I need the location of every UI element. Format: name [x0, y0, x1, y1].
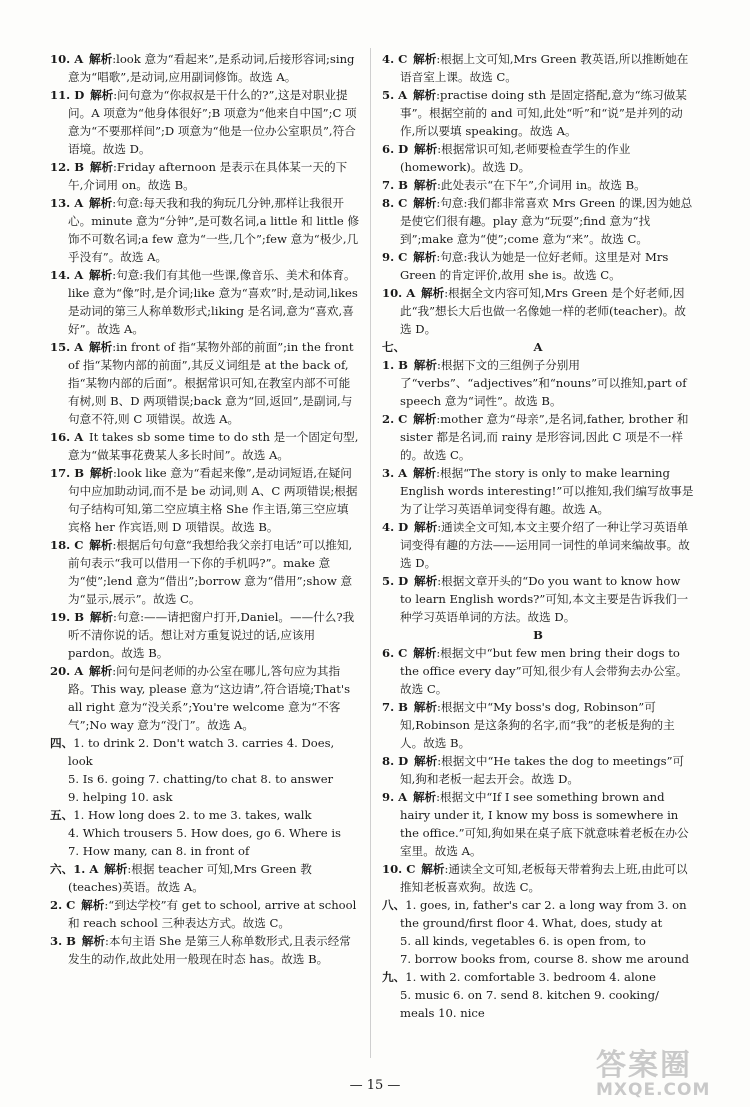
section-8-line-1: 1. goes, in, father's car 2. a long way from 3. on	[405, 898, 687, 912]
analysis-text: :根据 teacher 可知,Mrs Green 教(teaches)英语。故选 A。	[68, 862, 312, 894]
analysis-text: :句意:——请把窗户打开,Daniel。——什么?我听不清你说的话。想让对方重复说过的话,应该用 pardon。故选 B。	[68, 610, 355, 660]
section-4	[50, 734, 360, 806]
section-8-title: 八、	[382, 898, 406, 912]
answer-entry	[382, 788, 694, 860]
answer-number: 5. A	[382, 88, 408, 102]
left-column	[50, 50, 360, 968]
analysis-text: :根据文中“but few men bring their dogs to the office every day”可知,很少有人会带狗去办公室。故选 C。	[400, 646, 688, 696]
analysis-label: 解析	[89, 340, 113, 354]
section-9-title: 九、	[382, 970, 406, 984]
answer-number: 10. C	[382, 862, 416, 876]
answer-entry	[50, 608, 360, 662]
section-8-line-3: 5. all kinds, vegetables 6. is open from, to	[400, 934, 646, 948]
section-5-line-1: 1. How long does 2. to me 3. takes, walk	[73, 808, 312, 822]
answer-number: 3. B	[50, 934, 76, 948]
answer-entry	[382, 248, 694, 284]
answer-entry	[50, 536, 360, 608]
answer-entry	[50, 860, 360, 896]
analysis-text: :问句是问老师的办公室在哪儿,答句应为其指路。This way, please 意为“这边请”,符合语境;That's all right 意为“没关系”;You're welcome 意为“不客气”;No way 意为“没门”。故选 A。	[68, 664, 351, 732]
answer-entry	[50, 86, 360, 158]
answer-number: 9. A	[382, 790, 408, 804]
analysis-label: 解析	[90, 88, 114, 102]
analysis-label: 解析	[89, 196, 113, 210]
answer-number: 8. D	[382, 754, 409, 768]
analysis-text: It takes sb some time to do sth 是一个固定句型,意为“做某事花费某人多长时间”。故选 A。	[68, 430, 359, 462]
answer-number: 1. B	[382, 358, 408, 372]
answer-entry	[382, 752, 694, 788]
analysis-text: :通读全文可知,本文主要介绍了一种让学习英语单词变得有趣的方法——运用同一词性的单词来编故事。故选 D。	[400, 520, 690, 570]
answer-number: 6. D	[382, 142, 409, 156]
section-4-title: 四、	[50, 736, 74, 750]
answer-number: 1. A	[73, 862, 99, 876]
answer-entry	[50, 662, 360, 734]
section-8-line-4: 7. borrow books from, course 8. show me around	[400, 952, 690, 966]
answer-entry	[382, 176, 694, 194]
analysis-text: :问句意为“你叔叔是干什么的?”,这是对职业提问。A 项意为“他身体很好”;B 项意为“他来自中国”;C 项意为“不要那样间”;D 项意为“他是一位办公室职员”,符合语境。故选 D。	[68, 88, 357, 156]
analysis-label: 解析	[89, 268, 113, 282]
answer-number: 15. A	[50, 340, 84, 354]
answer-entry	[382, 518, 694, 572]
answer-entry	[382, 86, 694, 140]
answer-entry	[382, 194, 694, 248]
section-7	[382, 338, 694, 896]
analysis-label: 解析	[81, 934, 105, 948]
analysis-text: :根据下文的三组例子分别用了“verbs”、“adjectives”和“nouns”可以推知,part of speech 意为“词性”。故选 B。	[400, 358, 687, 408]
right-entry-list	[382, 50, 694, 338]
analysis-label: 解析	[421, 286, 445, 300]
section-6	[50, 860, 360, 968]
analysis-text: :句意:我们都非常喜欢 Mrs Green 的课,因为她总是使它们很有趣。play 意为“玩耍”;find 意为“找到”;make 意为“使”;come 意为“来”。故选 C。	[400, 196, 693, 246]
section-4-line-3: 9. helping 10. ask	[68, 790, 173, 804]
analysis-label: 解析	[413, 178, 437, 192]
answer-entry	[382, 644, 694, 698]
analysis-label: 解析	[81, 898, 105, 912]
section-4-line-1: 1. to drink 2. Don't watch 3. carries 4. Does, look	[68, 736, 335, 768]
answer-number: 17. B	[50, 466, 85, 480]
section-5	[50, 806, 360, 860]
section-8-line-2: the ground/first floor 4. What, does, study at	[400, 916, 663, 930]
answer-number: 9. C	[382, 250, 408, 264]
answer-entry	[382, 284, 694, 338]
answer-number: 16. A	[50, 430, 84, 444]
section-7-b-head: B	[533, 628, 543, 642]
answer-entry	[50, 266, 360, 338]
watermark-top-text: 答案圈	[596, 1048, 692, 1083]
analysis-text: :in front of 指“某物外部的前面”;in the front of 指“某物内部的前面”,其反义词组是 at the back of,指“某物内部的后面”。根据常识可知,在教室内部不可能有树,则 B、D 两项错误;back 意为“回,返回”,是副词,与句意不符,则 C 项错误。故选 A。	[68, 340, 354, 426]
answer-entry	[382, 356, 694, 410]
analysis-text: :根据文章开头的“Do you want to know how to learn English words?”可知,本文主要是告诉我们一种学习英语单词的方法。故选 D。	[400, 574, 689, 624]
analysis-label: 解析	[412, 88, 437, 102]
right-column	[382, 50, 694, 1022]
analysis-label: 解析	[414, 520, 438, 534]
analysis-text: :根据“The story is only to make learning English words interesting!”可以推知,我们编写故事是为了让学习英语单词变得有趣。故选 A。	[400, 466, 694, 516]
answer-entry	[50, 338, 360, 428]
analysis-label: 解析	[414, 574, 438, 588]
answer-number: 12. B	[50, 160, 85, 174]
answer-entry	[50, 896, 360, 932]
answer-number: 7. B	[382, 700, 408, 714]
analysis-text: :根据文中“He takes the dog to meetings”可知,狗和老板一起去开会。故选 D。	[400, 754, 685, 786]
answer-entry	[382, 50, 694, 86]
answer-number: 5. D	[382, 574, 409, 588]
analysis-label: 解析	[104, 862, 128, 876]
analysis-text: :根据后句句意“我想给我父亲打电话”可以推知,前句表示“我可以借用一下你的手机吗?”。make 意为“使”;lend 意为“借出”;borrow 意为“借用”;show 意为“显示,展示”。故选 C。	[68, 538, 353, 606]
section-6-left-list	[50, 860, 360, 968]
analysis-text: :“到达学校”有 get to school, arrive at school 和 reach school 三种表达方式。故选 C。	[68, 898, 357, 930]
answer-entry	[50, 158, 360, 194]
answer-number: 2. C	[50, 898, 76, 912]
analysis-label: 解析	[413, 358, 437, 372]
answer-entry	[50, 428, 360, 464]
analysis-text: :根据上文可知,Mrs Green 教英语,所以推断她在语音室上课。故选 C。	[400, 52, 689, 84]
section-5-title: 五、	[50, 808, 74, 822]
analysis-label: 解析	[89, 664, 113, 678]
answer-number: 8. C	[382, 196, 408, 210]
analysis-text: :通读全文可知,老板每天带着狗去上班,由此可以推知老板喜欢狗。故选 C。	[400, 862, 688, 894]
analysis-text: :look like 意为“看起来像”,是动词短语,在疑问句中应加助动词,而不是 be 动词,则 A、C 两项错误;根据句子结构可知,第二空应填主格 She 作主语,第三空应填宾格 her 作宾语,则 D 项错误。故选 B。	[68, 466, 358, 534]
watermark-bottom-text: MXQE.COM	[596, 1080, 711, 1100]
analysis-text: :根据文中“If I see something brown and hairy under it, I know my boss is somewhere in the office.”可知,狗如果在桌子底下就意味着老板在办公室里。故选 A。	[400, 790, 689, 858]
analysis-text: :此处表示“在下午”,介词用 in。故选 B。	[436, 178, 646, 192]
analysis-label: 解析	[412, 466, 437, 480]
analysis-label: 解析	[89, 466, 114, 480]
answer-entry	[50, 50, 360, 86]
analysis-text: :Friday afternoon 是表示在具体某一天的下午,介词用 on。故选 B。	[68, 160, 348, 192]
answer-number: 10. A	[382, 286, 416, 300]
section-9-line-1: 1. with 2. comfortable 3. bedroom 4. alone	[405, 970, 656, 984]
answer-number: 14. A	[50, 268, 84, 282]
answer-number: 2. C	[382, 412, 408, 426]
section-9	[382, 968, 694, 1022]
left-entry-list	[50, 50, 360, 734]
analysis-label: 解析	[413, 412, 437, 426]
analysis-label: 解析	[413, 700, 437, 714]
analysis-label: 解析	[421, 862, 445, 876]
answer-number: 20. A	[50, 664, 84, 678]
analysis-text: :根据文中“My boss's dog, Robinson”可知,Robinson 是这条狗的名字,而“我”的老板是狗的主人。故选 B。	[400, 700, 675, 750]
answer-number: 6. C	[382, 646, 408, 660]
answer-entry	[382, 572, 694, 626]
column-divider	[370, 48, 371, 1058]
section-9-line-2: 5. music 6. on 7. send 8. kitchen 9. cooking/	[400, 988, 659, 1002]
answer-entry	[50, 464, 360, 536]
page-number: — 15 —	[349, 1078, 401, 1093]
section-8	[382, 896, 694, 968]
analysis-text: :根据全文内容可知,Mrs Green 是个好老师,因此“我”想长大后也做一名像她一样的老师(teacher)。故选 D。	[400, 286, 686, 336]
section-7-a-head: A	[533, 340, 543, 354]
section-7-a-list	[382, 356, 694, 626]
analysis-text: :句意:我们有其他一些课,像音乐、美术和体育。like 意为“像”时,是介词;like 意为“喜欢”时,是动词,likes 是动词的第三人称单数形式;liking 是名词,意为“喜欢,喜好”。故选 A。	[68, 268, 358, 336]
section-5-line-2: 4. Which trousers 5. How does, go 6. Where is	[68, 826, 341, 840]
analysis-label: 解析	[89, 610, 114, 624]
answer-entry	[382, 464, 694, 518]
answer-number: 7. B	[382, 178, 408, 192]
analysis-label: 解析	[89, 160, 114, 174]
analysis-label: 解析	[412, 790, 437, 804]
analysis-text: :mother 意为“母亲”,是名词,father, brother 和 sister 都是名词,而 rainy 是形容词,因此 C 项是不一样的。故选 C。	[400, 412, 689, 462]
analysis-label: 解析	[89, 52, 113, 66]
section-7-title: 七、	[382, 340, 406, 354]
analysis-label: 解析	[89, 538, 113, 552]
answer-entry	[50, 194, 360, 266]
analysis-text: :句意:每天我和我的狗玩几分钟,那样让我很开心。minute 意为“分钟”,是可数名词,a little 和 little 修饰不可数名词;a few 意为“一些,几个”;few 意为“极少,几乎没有”。故选 A。	[68, 196, 360, 264]
analysis-label: 解析	[413, 196, 437, 210]
answer-entry	[382, 140, 694, 176]
answer-entry	[382, 698, 694, 752]
analysis-label: 解析	[413, 250, 437, 264]
analysis-label: 解析	[414, 754, 438, 768]
answer-number: 19. B	[50, 610, 85, 624]
answer-number: 13. A	[50, 196, 84, 210]
analysis-text: :practise doing sth 是固定搭配,意为“练习做某事”。根据空前的 and 可知,此处“听”和“说”是并列的动作,所以要填 speaking。故选 A。	[400, 88, 687, 138]
watermark-logo	[596, 1040, 746, 1102]
answer-entry	[382, 860, 694, 896]
answer-number: 10. A	[50, 52, 84, 66]
section-5-line-3: 7. How many, can 8. in front of	[68, 844, 250, 858]
analysis-label: 解析	[413, 52, 437, 66]
answer-number: 3. A	[382, 466, 408, 480]
answer-entry	[50, 932, 360, 968]
section-9-line-3: meals 10. nice	[400, 1006, 485, 1020]
answer-number: 4. D	[382, 520, 409, 534]
analysis-label: 解析	[413, 646, 437, 660]
answer-number: 4. C	[382, 52, 408, 66]
analysis-label: 解析	[414, 142, 438, 156]
analysis-text: :根据常识可知,老师要检查学生的作业(homework)。故选 D。	[400, 142, 631, 174]
answer-entry	[382, 410, 694, 464]
analysis-text: :本句主语 She 是第三人称单数形式,且表示经常发生的动作,故此处用一般现在时态 has。故选 B。	[68, 934, 351, 966]
answer-number: 18. C	[50, 538, 84, 552]
analysis-text: :句意:我认为她是一位好老师。这里是对 Mrs Green 的肯定评价,故用 she is。故选 C。	[400, 250, 669, 282]
answer-number: 11. D	[50, 88, 85, 102]
section-7-b-list	[382, 644, 694, 896]
analysis-text: :look 意为“看起来”,是系动词,后接形容词;sing 意为“唱歌”,是动词,应用副词修饰。故选 A。	[68, 52, 355, 84]
section-4-line-2: 5. Is 6. going 7. chatting/to chat 8. to answer	[68, 772, 334, 786]
section-6-title: 六、	[50, 862, 74, 876]
